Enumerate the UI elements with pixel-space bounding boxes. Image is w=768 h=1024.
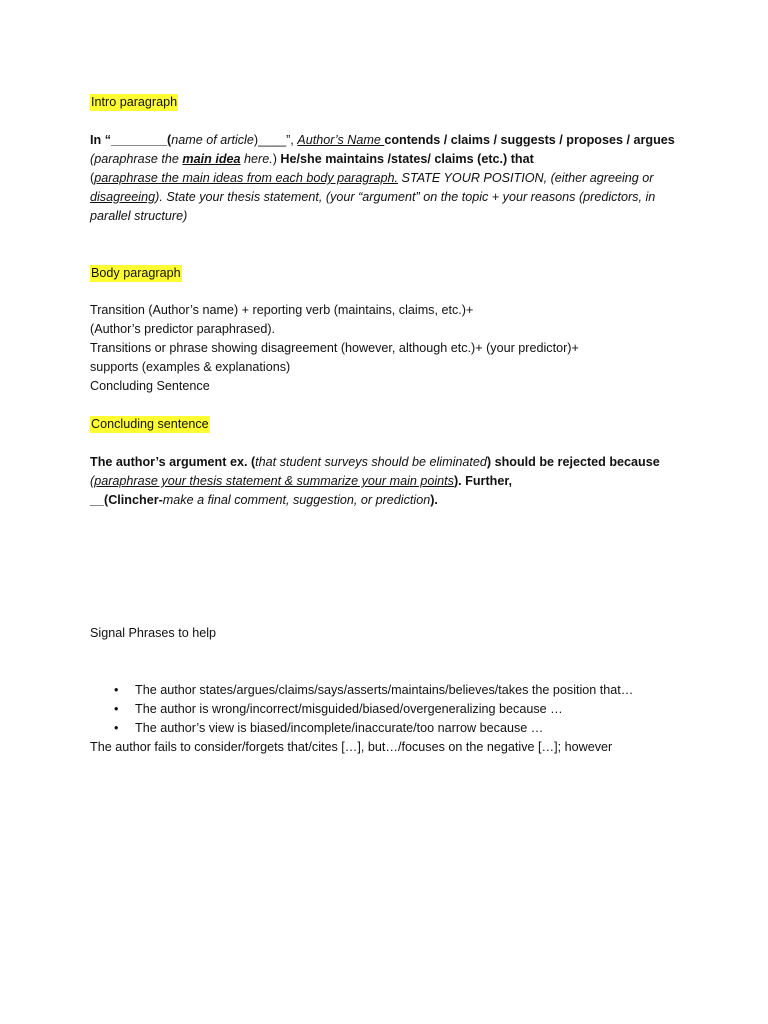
intro-thesis: ). State your thesis statement, (your “argument” on the topic + your reasons (predictors, in parallel structure) [90, 190, 656, 223]
intro-p-open: ( [90, 171, 95, 185]
body-line: Concluding Sentence [90, 379, 210, 393]
concluding-surveys: that student surveys should be eliminated [255, 455, 487, 469]
intro-main-idea: main idea [182, 152, 241, 166]
intro-paren-open: ( [167, 133, 172, 147]
concluding-clincher-open: (Clincher- [104, 493, 163, 507]
concluding-clincher-text: make a final comment, suggestion, or prediction [162, 493, 431, 507]
intro-name-of-article: name of article [171, 133, 254, 147]
list-item-text: The author states/argues/claims/says/asserts/maintains/believes/takes the position that… [135, 683, 634, 697]
list-item-text: The author’s view is biased/incomplete/inaccurate/too narrow because … [135, 721, 544, 735]
intro-heading: Intro paragraph [91, 95, 178, 109]
intro-paragraph [90, 131, 690, 226]
list-item-text: The author is wrong/incorrect/misguided/biased/overgeneralizing because … [135, 702, 563, 716]
intro-state-position: STATE YOUR POSITION, (either agreeing or [398, 171, 654, 185]
concluding-clincher-close: ). [430, 493, 438, 507]
bullet-icon: • [114, 702, 119, 716]
concluding-paraphrase-thesis: (paraphrase your thesis statement & summarize your main points [90, 474, 454, 488]
intro-quote-close: ”, [286, 133, 298, 147]
intro-verbs: contends / claims / suggests / proposes / argues [384, 133, 675, 147]
body-line: Transition (Author’s name) + reporting verb (maintains, claims, etc.)+ [90, 303, 474, 317]
concluding-further: ). Further, [453, 474, 513, 488]
concluding-heading: Concluding sentence [91, 417, 209, 431]
list-item [90, 681, 690, 700]
signal-list [90, 681, 690, 738]
intro-maintains: He/she maintains /states/ claims (etc.) that [276, 152, 534, 166]
intro-paren-end: ) [272, 152, 277, 166]
list-item [90, 719, 690, 738]
concluding-blank: __ [90, 493, 105, 507]
signal-list-block [90, 681, 690, 757]
body-line: Transitions or phrase showing disagreement (however, although etc.)+ (your predictor)+ [90, 341, 579, 355]
intro-heading-block [90, 93, 690, 112]
intro-blank-1: ________ [111, 133, 168, 147]
intro-paren-close: ) [253, 133, 259, 147]
intro-paraphrase-main-ideas: paraphrase the main ideas from each body paragraph. [94, 171, 399, 185]
signal-heading: Signal Phrases to help [90, 626, 217, 640]
bullet-icon: • [114, 721, 119, 735]
list-item [90, 700, 690, 719]
concluding-rejected: ) should be rejected because [486, 455, 660, 469]
concluding-heading-block [90, 415, 690, 434]
body-lines [90, 301, 690, 396]
intro-in: In “ [90, 133, 111, 147]
intro-disagreeing: disagreeing [90, 190, 156, 204]
body-line: supports (examples & explanations) [90, 360, 291, 374]
intro-here: here. [240, 152, 273, 166]
intro-blank-2: ____ [258, 133, 287, 147]
body-heading-block [90, 264, 690, 283]
intro-para-open: (paraphrase the [90, 152, 183, 166]
bullet-icon: • [114, 683, 119, 697]
signal-last-line: The author fails to consider/forgets that/cites […], but…/focuses on the negative […]; however [90, 740, 613, 754]
body-line: (Author’s predictor paraphrased). [90, 322, 276, 336]
intro-author-name: Author’s Name [297, 133, 385, 147]
concluding-paragraph [90, 453, 690, 510]
body-heading: Body paragraph [91, 266, 181, 280]
concluding-argument-ex: The author’s argument ex. ( [90, 455, 256, 469]
